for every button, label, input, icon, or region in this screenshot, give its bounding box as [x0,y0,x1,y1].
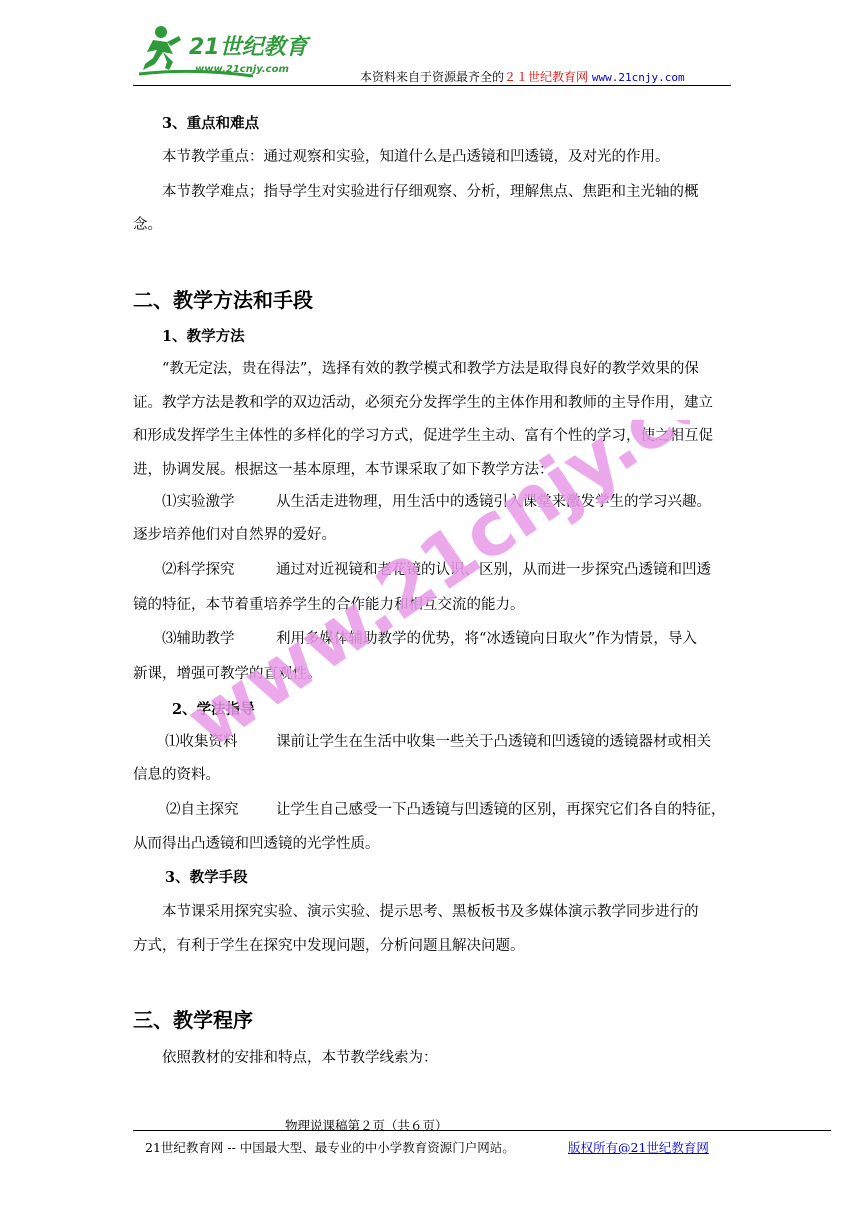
method-item [162,490,711,511]
watermark-text: www.21cnjy.com [171,420,690,765]
guidance-heading: 2、学法指导 [172,701,255,718]
guidance-item-tag: ⑴收集资料 [165,734,238,750]
guidance-item-tag: ⑵自主探究 [166,802,239,818]
header-note-prefix: 本资料来自于资源最齐全的 [360,70,505,84]
keypoints-difficulty-2: 念。 [133,217,162,233]
keypoints-focus: 本节教学重点：通过观察和实验，知道什么是凸透镜和凹透镜，及对光的作用。 [162,149,670,165]
header-brand: ２１世纪教育网 [504,70,589,84]
keypoints-heading: 3、重点和难点 [162,115,260,132]
keypoints-difficulty-1: 本节教学难点；指导学生对实验进行仔细观察、分析，理解焦点、焦距和主光轴的概 [162,184,699,200]
method-item-text: 通过对近视镜和老花镜的认识、区别，从而进一步探究凸透镜和凹透 [276,562,711,578]
method-item-text-cont: 逐步培养他们对自然界的爱好。 [133,527,336,543]
logo-title: 21世纪教育 [189,35,308,60]
means-heading: 3、教学手段 [165,869,248,886]
guidance-item [165,730,711,751]
header-note [360,68,685,85]
section-three-intro: 依照教材的安排和特点，本节教学线索为： [162,1050,438,1066]
method-item-tag: ⑶辅助教学 [162,631,235,647]
page-number: 物理说课稿第２页（共６页） [285,1118,448,1133]
method-item-tag: ⑵科学探究 [162,562,235,578]
logo-url: www.21cnjy.com [195,64,289,75]
methods-line-1: “教无定法，贵在得法”，选择有效的教学模式和教学方法是取得良好的教学效果的保 [162,361,699,377]
guidance-item-text: 让学生自己感受一下凸透镜与凹透镜的区别，再探究它们各自的特征， [276,802,726,818]
method-item-text-cont: 新课，增强可教学的直观性。 [133,666,322,682]
guidance-item-text-cont: 从而得出凸透镜和凹透镜的光学性质。 [133,836,380,852]
method-item [162,627,697,648]
guidance-item-text-cont: 信息的资料。 [133,767,220,783]
methods-heading: 1、教学方法 [162,328,245,345]
footer-divider [133,1130,831,1131]
section-three-heading: 三、教学程序 [133,1008,253,1032]
methods-line-2: 证。教学方法是教和学的双边活动，必须充分发挥学生的主体作用和教师的主导作用，建立 [133,395,713,411]
methods-line-3: 和形成发挥学生主体性的多样化的学习方式，促进学生主动、富有个性的学习，使之相互促 [133,428,713,444]
method-item-text: 从生活走进物理，用生活中的透镜引入课堂来激发学生的学习兴趣。 [276,494,711,510]
footer-site-line: 21世纪教育网 -- 中国最大型、最专业的中小学教育资源门户网站。 [145,1140,515,1155]
guidance-item [166,798,726,819]
header-url-link[interactable]: www.21cnjy.com [591,71,685,84]
method-item-text-cont: 镜的特征，本节着重培养学生的合作能力和相互交流的能力。 [133,597,525,613]
methods-line-4: 进，协调发展。根据这一基本原理，本节课采取了如下教学方法： [133,462,554,478]
guidance-item-text: 课前让学生在生活中收集一些关于凸透镜和凹透镜的透镜器材或相关 [276,734,711,750]
method-item-text: 利用多媒体辅助教学的优势，将“冰透镜向日取火”作为情景，导入 [276,631,697,647]
copyright-link[interactable]: 版权所有@21世纪教育网 [568,1140,709,1155]
means-line-1: 本节课采用探究实验、演示实验、提示思考、黑板板书及多媒体演示教学同步进行的 [162,904,699,920]
method-item-tag: ⑴实验激学 [162,494,235,510]
section-two-heading: 二、教学方法和手段 [133,288,313,312]
runner-logo-icon [133,20,343,84]
header-divider [133,85,731,86]
site-logo [133,20,343,84]
means-line-2: 方式，有利于学生在探究中发现问题，分析问题且解决问题。 [133,938,525,954]
method-item [162,558,711,579]
